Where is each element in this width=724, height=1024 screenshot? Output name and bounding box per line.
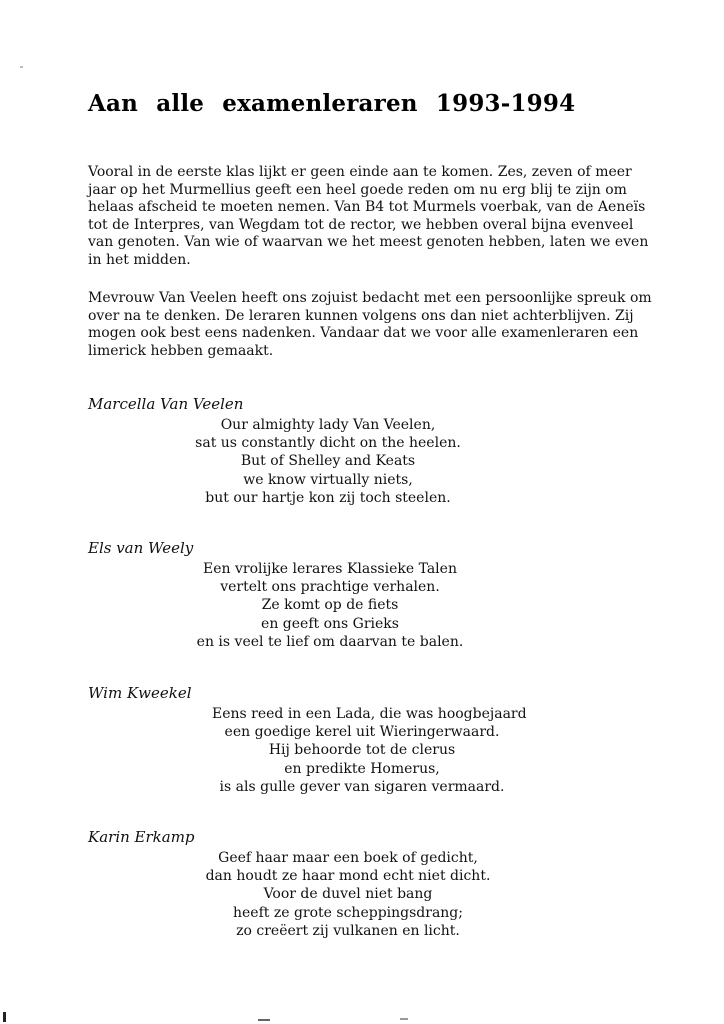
paragraph-line: over na te denken. De leraren kunnen volgens ons dan niet achterblijven. Zij [88,307,634,324]
paragraph-line: helaas afscheid te moeten nemen. Van B4 tot Murmels voerbak, van de Aeneïs [88,199,646,216]
poem-line: en geeft ons Grieks [261,615,399,632]
limerick-poem [178,416,478,507]
poem-line: is als gulle gever van sigaren vermaard. [219,778,505,795]
intro-paragraph [88,164,648,270]
paragraph-line: mogen ook best eens nadenken. Vandaar dat we voor alle examenleraren een [88,325,639,342]
paragraph-line: limerick hebben gemaakt. [88,342,274,359]
limerick-author: Karin Erkamp [88,828,195,846]
poem-line: en predikte Homerus, [284,760,440,777]
poem-line: sat us constantly dicht on the heelen. [195,435,461,452]
poem-line: dan houdt ze haar mond echt niet dicht. [205,868,491,885]
limerick-poem [212,705,527,796]
poem-line: Voor de duvel niet bang [263,886,433,903]
paragraph-line: Vooral in de eerste klas lijkt er geen einde aan te komen. Zes, zeven of meer [88,164,632,180]
paragraph-line: jaar op het Murmellius geeft een heel goede reden om nu erg blij te zijn om [88,181,627,198]
limerick-poem [180,560,480,651]
paragraph-line: tot de Interpres, van Wegdam tot de rector, we hebben overal bijna evenveel [88,216,634,233]
poem-line: een goedige kerel uit Wieringerwaard. [224,724,500,741]
paragraph-line: Mevrouw Van Veelen heeft ons zojuist bedacht met een persoonlijke spreuk om [88,290,652,306]
paragraph-line: in het midden. [88,251,191,268]
poem-line: Een vrolijke lerares Klassieke Talen [203,561,457,577]
paragraph-line: van genoten. Van wie of waarvan we het meest genoten hebben, laten we even [88,234,649,251]
second-paragraph [88,290,652,360]
limerick-poem [198,849,498,940]
scan-speck [400,1018,408,1020]
poem-line: heeft ze grote scheppingsdrang; [233,904,463,921]
poem-line: Hij behoorde tot de clerus [268,742,456,759]
scan-speck [20,66,23,68]
poem-line: Eens reed in een Lada, die was hoogbejaard [212,706,527,722]
poem-line: Geef haar maar een boek of gedicht, [218,850,478,866]
limerick-author: Marcella Van Veelen [88,395,244,413]
poem-line: Our almighty lady Van Veelen, [220,417,436,433]
poem-line: we know virtually niets, [243,471,413,488]
poem-line: But of Shelley and Keats [240,453,416,470]
scan-speck [258,1019,270,1021]
poem-line: Ze komt op de fiets [261,597,399,614]
document-title: Aan alle examenleraren 1993-1994 [88,90,576,117]
limerick-author: Els van Weely [88,539,194,557]
poem-line: vertelt ons prachtige verhalen. [220,579,440,596]
poem-line: but our hartje kon zij toch steelen. [205,489,451,506]
limerick-author: Wim Kweekel [88,684,192,702]
poem-line: en is veel te lief om daarvan te balen. [196,633,464,650]
poem-line: zo creëert zij vulkanen en licht. [236,922,460,939]
scan-speck [3,1012,6,1022]
